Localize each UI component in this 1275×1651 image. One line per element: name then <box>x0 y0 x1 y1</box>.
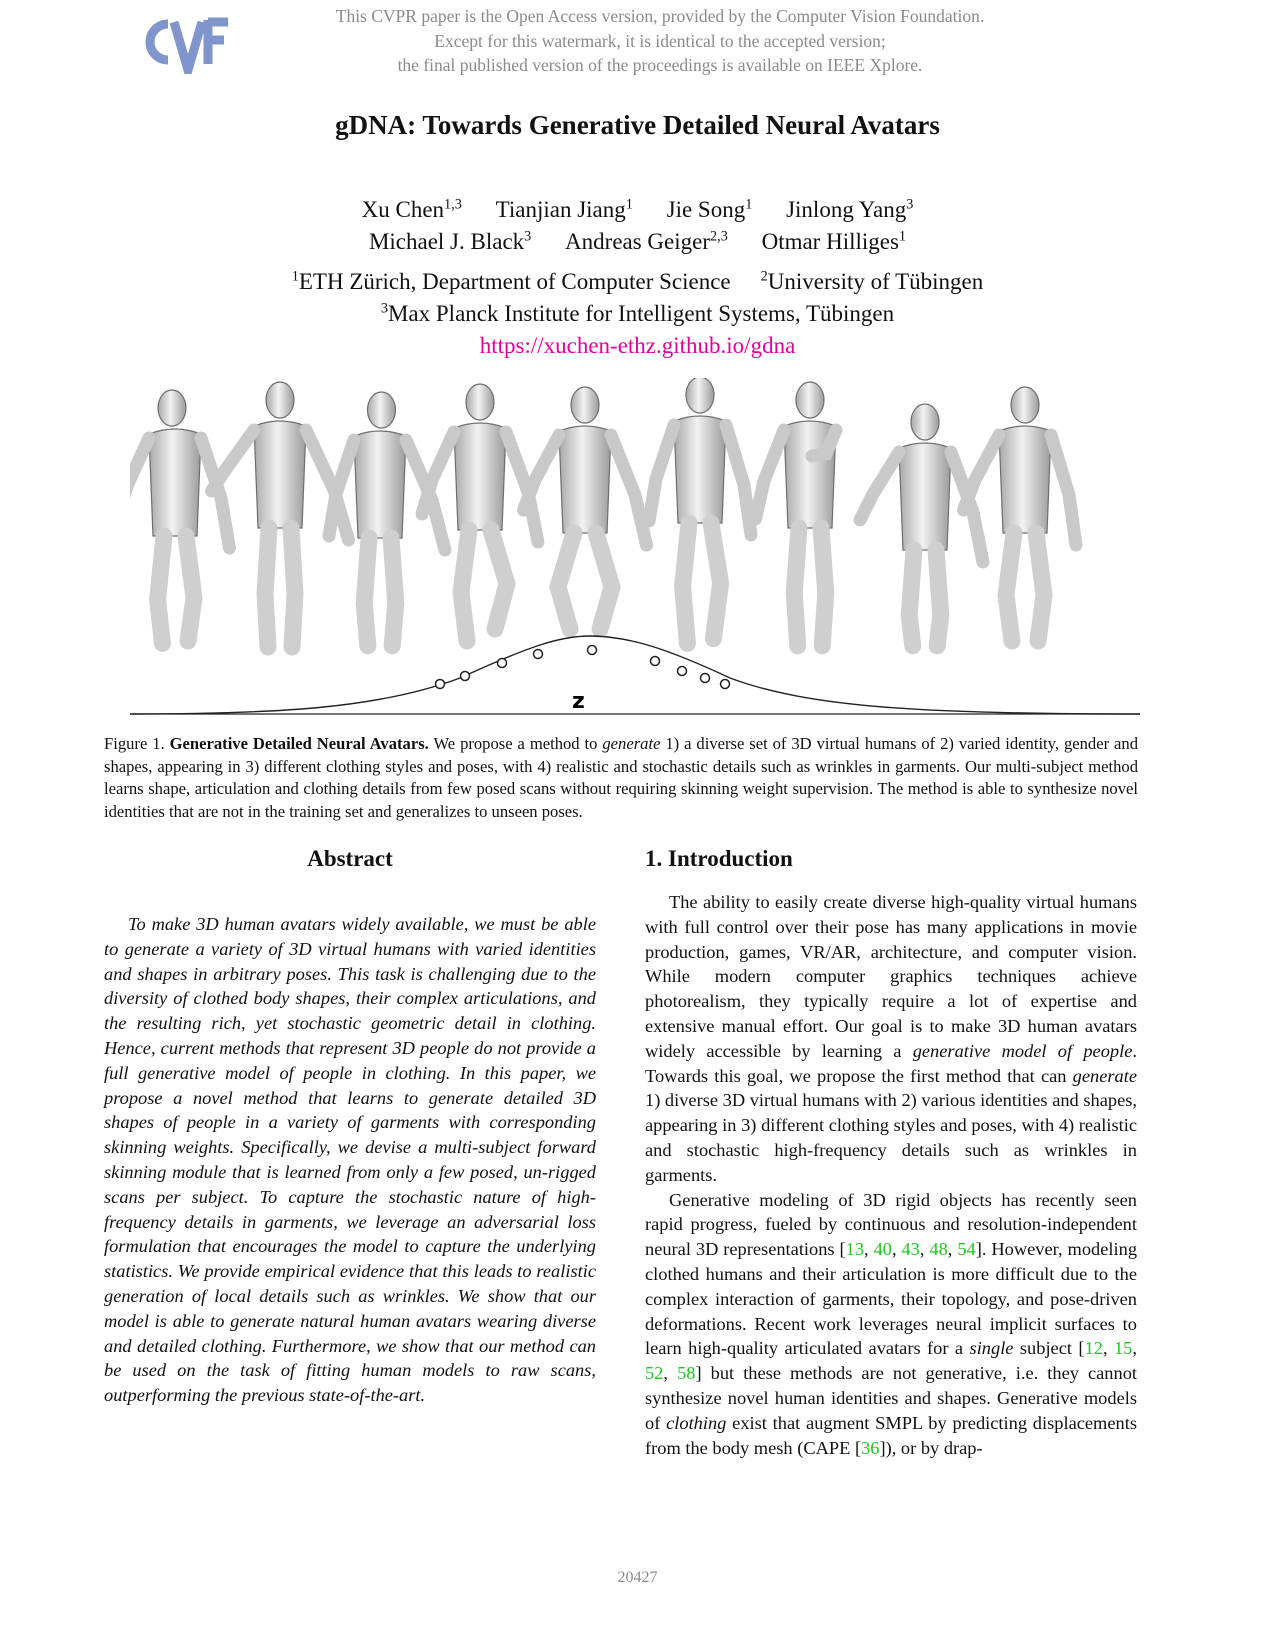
author: Otmar Hilliges$^1$ <box>761 228 907 254</box>
avatar-leg <box>158 536 164 643</box>
avatar-head <box>571 387 599 423</box>
introduction-body <box>645 890 1137 1460</box>
avatar-arm <box>212 430 255 491</box>
avatar-arm <box>756 430 785 519</box>
avatar-figure <box>964 387 1077 641</box>
intro-paragraph-1: The ability to easily create diverse high-quality virtual humans with full control over their pose has many applications in movie production, games, VR/AR, architecture, and computer vision. While modern computer graphics techniques achieve photorealism, they typically require a lot of expertise and extensive manual effort. Our goal is to make 3D human avatars widely accessible by learning a generative model of people. Towards this goal, we propose the first method that can generate 1) diverse 3D virtual humans with 2) various identities and shapes, appearing in 3) different clothing styles and poses, with 4) realistic and stochastic high-frequency details such as wrinkles in garments. <box>645 892 1137 1185</box>
avatar-torso <box>899 443 951 550</box>
avatar-leg <box>936 550 941 646</box>
avatar-leg <box>794 528 799 646</box>
avatar-leg <box>265 528 269 647</box>
author: Andreas Geiger$^{2,3}$ <box>565 228 728 254</box>
cvf-logo-text: CVF <box>138 12 140 13</box>
avatar-torso <box>254 421 306 528</box>
intro-paragraph-2: Generative modeling of 3D rigid objects has recently seen rapid progress, fueled by continuous and resolution-independent neural 3D representations [13, 40, 43, 48, 54]. However, modeling clothed humans and their articulation is more difficult due to the complex interaction of garments, their topology, and pose-driven deformations. Recent work leverages neural implicit surfaces to learn high-quality articulated avatars for a single subject [12, 15, 52, 58] but these methods are not generative, i.e. they cannot synthesize novel human identities and shapes. Generative models of clothing exist that augment SMPL by predicting displacements from the body mesh (CAPE [36]), or by drap- <box>645 1189 1138 1458</box>
avatar-arm <box>860 452 899 520</box>
author: Michael J. Black$^3$ <box>368 228 532 254</box>
watermark-line-2: Except for this watermark, it is identical to the accepted version; <box>434 30 886 51</box>
page-number: 20427 <box>617 1569 658 1586</box>
avatar-torso <box>674 416 726 523</box>
affiliation-line-1: $^1$ETH Zürich, Department of Computer Science $^2$University of Tübingen <box>291 268 984 294</box>
citation-link[interactable]: 54 <box>957 1239 976 1260</box>
affiliation-line-2: $^3$Max Planck Institute for Intelligent Systems, Tübingen <box>380 300 895 326</box>
citation-link[interactable]: 43 <box>901 1239 920 1260</box>
avatar-head <box>1011 387 1039 423</box>
avatar-head <box>266 382 294 418</box>
figure-caption: Figure 1. Generative Detailed Neural Avatars. We propose a method to generate 1) a diverse set of 3D virtual humans of 2) varied identity, gender and shapes, appearing in 3) different clothing styles and poses, with 4) realistic and stochastic details such as wrinkles in garments. Our multi-subject method learns shape, articulation and clothing details from few posed scans without requiring skinning weight supervision. The method is able to synthesize novel identities that are not in the training set and generalizes to unseen poses. <box>104 734 1138 821</box>
avatar-torso <box>559 426 611 533</box>
author-list <box>0 194 1275 258</box>
project-url-link[interactable]: https://xuchen-ethz.github.io/gdna <box>479 333 796 358</box>
citation-link[interactable]: 52 <box>645 1363 664 1384</box>
citation-link[interactable]: 12 <box>1084 1338 1103 1359</box>
avatar-torso <box>354 431 406 538</box>
avatar-figures <box>130 378 1076 647</box>
avatar-leg <box>1006 533 1014 641</box>
avatar-head <box>911 404 939 440</box>
avatar-arm <box>726 425 751 535</box>
avatar-torso <box>149 429 201 536</box>
avatar-torso <box>999 426 1051 533</box>
author: Jinlong Yang$^3$ <box>786 196 914 222</box>
avatar-figure <box>649 378 751 643</box>
watermark-line-3: the final published version of the proceedings is available on IEEE Xplore. <box>397 55 923 75</box>
author-line-2 <box>0 226 1275 258</box>
avatar-head <box>796 382 824 418</box>
avatar-head <box>158 390 186 426</box>
paper-title: gDNA: Towards Generative Detailed Neural Avatars <box>335 110 940 140</box>
avatar-leg <box>461 530 469 641</box>
avatar-arm <box>649 425 674 521</box>
avatar-figure <box>130 390 230 643</box>
avatar-leg <box>364 538 369 646</box>
author: Tianjian Jiang$^1$ <box>495 196 633 222</box>
avatar-leg <box>909 550 914 646</box>
abstract-text: To make 3D human avatars widely available, we must be able to generate a variety of 3D virtual humans with varied identities and shapes in arbitrary poses. This task is challenging due to the diversity of clothed body shapes, their complex articulations, and the resulting rich, yet stochastic geometric detail in clothing. Hence, current methods that represent 3D people do not provide a full generative model of people in clothing. In this paper, we propose a novel method that learns to generate detailed 3D shapes of people in a variety of garments with corresponding skinning weights. Specifically, we devise a multi-subject forward skinning module that is learned from only a few posed, un-rigged scans per subject. To capture the stochastic nature of high-frequency details in garments, we leverage an adversarial loss formulation that encourages the model to capture the underlying statistics. We provide empirical evidence that this leads to realistic generation of local details such as wrinkles. We show that our model is able to generate natural human avatars wearing diverse and detailed clothing. Furthermore, we show that our method can be used on the task of fitting human models to raw scans, outperforming the previous state-of-the-art. <box>104 914 596 1406</box>
avatar-leg <box>596 533 612 629</box>
citation-link[interactable]: 13 <box>845 1239 865 1260</box>
avatar-torso <box>454 423 506 530</box>
abstract-heading: Abstract <box>307 846 393 871</box>
avatar-leg <box>1036 533 1044 641</box>
avatar-head <box>466 384 494 420</box>
avatar-figure <box>756 382 837 646</box>
citation-link[interactable]: 58 <box>677 1363 696 1384</box>
latent-label: z <box>572 689 585 714</box>
avatar-arm <box>1051 435 1076 545</box>
avatar-arm <box>611 435 647 545</box>
avatar-head <box>368 392 396 428</box>
avatar-leg <box>711 523 721 639</box>
abstract-body <box>104 912 596 1408</box>
watermark-line-1: This CVPR paper is the Open Access version, provided by the Computer Vision Foundation. <box>335 6 985 26</box>
avatar-leg <box>491 530 507 629</box>
author: Jie Song$^1$ <box>666 196 753 222</box>
cvf-logo <box>138 12 230 74</box>
avatar-leg <box>291 528 295 647</box>
citation-link[interactable]: 40 <box>873 1239 892 1260</box>
avatar-leg <box>821 528 826 646</box>
avatar-arm <box>524 435 560 510</box>
avatar-leg <box>186 536 194 641</box>
author-line-1 <box>0 194 1275 226</box>
teaser-figure <box>130 378 1140 723</box>
citation-link[interactable]: 48 <box>929 1239 948 1260</box>
avatar-leg <box>683 523 689 643</box>
avatar-arm <box>130 438 149 520</box>
avatar-leg <box>391 538 396 646</box>
avatar-arm <box>964 435 1000 510</box>
avatar-figure <box>860 404 983 646</box>
introduction-heading: 1. Introduction <box>645 846 793 871</box>
affiliations <box>0 266 1275 362</box>
latent-distribution-curve <box>130 636 1140 714</box>
avatar-figure <box>524 387 647 629</box>
avatar-head <box>686 378 714 413</box>
author: Xu Chen$^{1,3}$ <box>361 196 462 222</box>
watermark <box>260 4 1060 78</box>
citation-link[interactable]: 36 <box>861 1437 880 1458</box>
avatar-leg <box>558 533 574 629</box>
latent-samples <box>436 646 730 689</box>
citation-link[interactable]: 15 <box>1113 1338 1133 1359</box>
